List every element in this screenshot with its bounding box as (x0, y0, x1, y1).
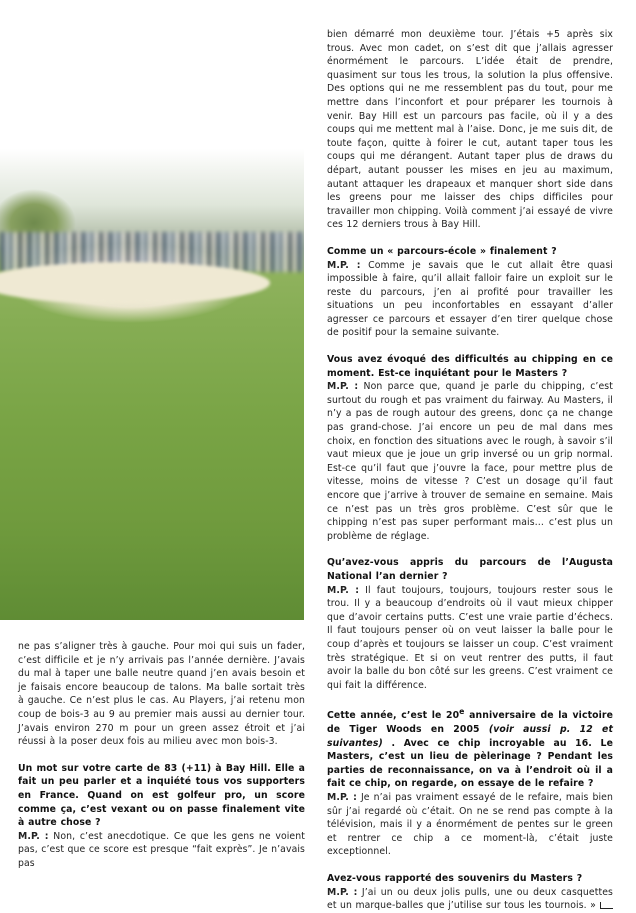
question-heading: Vous avez évoqué des difficultés au chipping en ce moment. Est-ce inquiétant pour le Masters ? (327, 354, 613, 379)
question-heading: Cette année, c’est le 20e anniversaire de la victoire de Tiger Woods en 2005 (voir aussi p. 12 et suivantes) . Avec ce chip incroyable au 16. Le Masters, c’est un lieu de pèlerinage ? Pendant les parties de reconnaissance, on va à l’endroit où il a fait ce chip, on regarde, on essaye de le refaire ? (327, 707, 613, 790)
answer-text: J’ai un ou deux jolis pulls, une ou deux casquettes et un marque-balles que j’utilise sur tous les tournois. » (327, 886, 613, 912)
speaker-label: M.P. : (327, 791, 357, 803)
speaker-label: M.P. : (18, 830, 49, 842)
answer-paragraph (327, 259, 613, 341)
question-heading: Comme un « parcours-école » finalement ? (327, 245, 557, 257)
answer-paragraph (18, 830, 305, 871)
paragraph: ne pas s’aligner très à gauche. Pour moi qui suis un fader, c’est difficile et je n’y arrivais pas l’année dernière. J’avais du mal à taper une balle neutre quand j’en avais besoin et je faisais encore beaucoup de talons. Ma balle sortait très à gauche. Ce n’est plus le cas. Au Players, j’ai retenu mon coup de bois-3 au 9 au premier mais aussi au dernier tour. J’avais environ 270 m pour un green assez étroit et j’ai réussi à la poser deux fois au milieu avec mon bois-3. (18, 641, 305, 748)
answer-paragraph (327, 791, 613, 859)
paragraph: bien démarré mon deuxième tour. J’étais +5 après six trous. Avec mon cadet, on s’est dit que j’allais agresser énormément le parcours. L’idée était de prendre, quasiment sur tous les trous, la solution la plus offensive. Des options qui ne me ressemblent pas du tout, pour me mettre dans l’inconfort et pour préparer les tournois à venir. Bay Hill est un parcours pas facile, où il y a des coups qui me mettent mal à l’aise. Donc, je me suis dit, de toute façon, quitte à foirer le cut, autant taper tous les coups qui me dérangent. Autant taper plus de draws du départ, autant pousser les mises en jeu au maximum, autant attaquer les drapeaux et manquer short side dans les greens pour me laisser des chips difficiles pour travailler mon chipping. Voilà comment j’ai essayé de vivre ces 12 derniers trous à Bay Hill. (327, 29, 613, 231)
speaker-label: M.P. : (327, 584, 360, 596)
answer-text: Comme je savais que le cut allait être quasi impossible à faire, qu’il allait falloir faire un exploit sur le reste du parcours, j’en ai profité pour travailler les situations un peu inconfortables en essayant d’aller agresser ce parcours et essayer d’en tirer quelque chose de positif pour la semaine suivante. (327, 259, 613, 339)
answer-text: Il faut toujours, toujours, toujours rester sous le trou. Il y a beaucoup d’endroits où il vaut mieux chipper que d’avoir certains putts. C’est une vraie partie d’échecs. Il faut toujours penser où on veut laisser la balle pour le coup d’après et toujours se laisser un coup. C’est vraiment très stratégique. Et si on veut rentrer des putts, il faut avoir la balle du bon côté sur les greens. C’est vraiment ce qui fait la différence. (327, 584, 613, 691)
question-heading: Avez-vous rapporté des souvenirs du Masters ? (327, 872, 583, 884)
speaker-label: M.P. : (327, 259, 361, 271)
answer-paragraph (327, 886, 613, 913)
article-column-left (18, 640, 305, 871)
page-reference: (voir aussi p. 12 et suivantes) (327, 724, 613, 749)
speaker-label: M.P. : (327, 381, 359, 393)
answer-paragraph (327, 584, 613, 693)
answer-text: Je n’ai pas vraiment essayé de le refaire, mais bien sûr j’ai regardé où c’était. On ne se rend pas compte à la télévision, mais il y a énormément de pentes sur le green et rentrer ce chip a ce moment-là, c’était juste exceptionnel. (327, 791, 613, 858)
question-heading: Qu’avez-vous appris du parcours de l’Augusta National l’an dernier ? (327, 557, 613, 582)
answer-text: Non parce que, quand je parle du chipping, c’est surtout du rough et pas vraiment du fairway. Au Masters, il n’y a pas de rough autour des greens, donc ça ne change pas grand-chose. J’ai encore un peu de mal dans mes choix, en fonction des situations avec le rough, à savoir s’il vaut mieux que je joue un grip inversé ou un grip normal. Est-ce qu’il faut que j’ouvre la face, pour mettre plus de vitesse, moins de vitesse ? C’est un dosage qu’il faut encore que j’arrive à trouver de semaine en semaine. Mais ce n’est pas un très gros problème. C’est sûr que le chipping n’est pas super performant mais… c’est plus un problème de réglage. (327, 381, 613, 542)
speaker-label: M.P. : (327, 886, 358, 898)
sand-bunker (0, 262, 270, 304)
question-heading: Un mot sur votre carte de 83 (+11) à Bay Hill. Elle a fait un peu parler et a inquiété tous vos supporters en France. Quand on est golfeur pro, un score comme ça, c’est vexant ou on passe finalement vite à autre chose ? (18, 762, 305, 829)
answer-text: Non, c’est anecdotique. Ce que les gens ne voient pas, c’est que ce score est presque “fait exprès”. Je n’avais pas (18, 830, 305, 869)
golf-course-photo (0, 0, 304, 620)
answer-paragraph (327, 380, 613, 543)
article-column-right (327, 28, 613, 913)
article-end-mark (600, 902, 613, 909)
